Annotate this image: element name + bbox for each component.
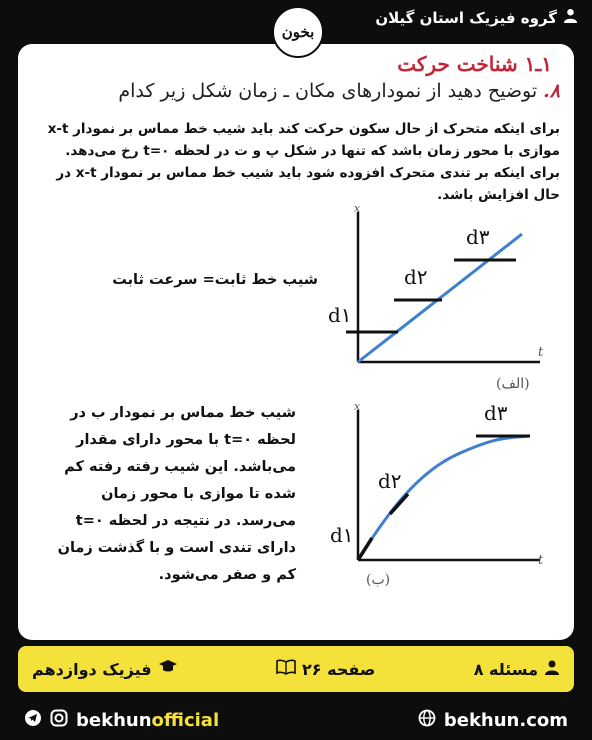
group-title <box>375 8 578 27</box>
social-handle[interactable] <box>24 709 219 732</box>
problem-item <box>474 659 560 679</box>
graph-b-caption: (ب) <box>366 572 391 588</box>
note-graph-b: شیب خط مماس بر نمودار ب در لحظه ۰=t با محور دارای مقدار می‌باشد. این شیب رفته رفته کم شده تا موازی با محور زمان می‌رسد. در نتیجه در لحظه ۰=t دارای تندی است و با گذشت زمان کم و صفر می‌شود. <box>57 405 296 583</box>
book-open-icon <box>276 659 296 679</box>
graph-a-y-label: x <box>354 202 361 215</box>
website-link[interactable] <box>418 709 568 732</box>
social-handle-text: bekhunofficial <box>76 709 220 731</box>
website-text: bekhun.com <box>443 709 568 731</box>
graph-b-tangent-2 <box>390 494 408 514</box>
brand-logo-text: بخون <box>281 23 315 41</box>
answer-line: برای اینکه متحرک از حال سکون حرکت کند باید شیب خط مماس بر نمودار x-t <box>47 121 560 137</box>
graph-a-x-label: t <box>538 345 544 360</box>
note-graph-a: شیب خط ثابت= سرعت ثابت <box>112 272 318 288</box>
footer <box>0 700 592 740</box>
answer-text <box>32 118 560 206</box>
graph-a-position-line <box>358 234 522 362</box>
book-label: فیزیک دوازدهم <box>32 659 152 679</box>
user-icon <box>563 8 578 27</box>
graph-b-x-label: t <box>538 553 544 568</box>
graph-b <box>308 392 558 602</box>
group-title-text: گروه فیزیک استان گیلان <box>375 8 557 27</box>
info-bar <box>18 646 574 692</box>
graph-a-d2-label: d۲ <box>404 265 428 289</box>
graph-b-d3-label: d۳ <box>484 401 508 425</box>
graph-b-tangent-1 <box>358 538 372 560</box>
telegram-icon <box>24 709 42 732</box>
instagram-icon <box>50 709 68 732</box>
question-number: ۸. <box>543 80 560 102</box>
answer-line: برای اینکه بر تندی متحرک افزوده شود باید شیب خط مماس بر نمودار x-t در <box>56 165 560 181</box>
book-item <box>32 659 178 679</box>
answer-line: حال افزایش باشد. <box>437 187 560 203</box>
brand-logo <box>272 6 324 58</box>
student-icon <box>544 659 560 679</box>
problem-label: مسئله ۸ <box>473 659 538 679</box>
question-line <box>30 80 560 102</box>
page-item <box>276 659 375 679</box>
question-text: توضیح دهید از نمودارهای مکان ـ زمان شکل زیر کدام <box>118 80 538 102</box>
graph-a <box>308 194 558 404</box>
section-title: ۱ـ۱ شناخت حرکت <box>397 52 552 76</box>
content-card <box>18 44 574 640</box>
graph-a-d1-label: d۱ <box>328 303 352 327</box>
graph-b-y-label: x <box>354 400 361 413</box>
graph-b-d1-label: d۱ <box>330 523 354 547</box>
graduation-cap-icon <box>158 659 178 679</box>
graph-a-d3-label: d۳ <box>466 225 490 249</box>
graph-b-d2-label: d۲ <box>378 469 402 493</box>
globe-icon <box>418 709 436 732</box>
graph-a-caption: (الف) <box>496 376 530 392</box>
answer-line: موازی با محور زمان باشد که تنها در شکل پ و ت در لحظه ۰=t رخ می‌دهد. <box>65 143 560 159</box>
graph-b-position-curve <box>358 436 530 560</box>
page-label: صفحه ۲۶ <box>302 659 376 679</box>
